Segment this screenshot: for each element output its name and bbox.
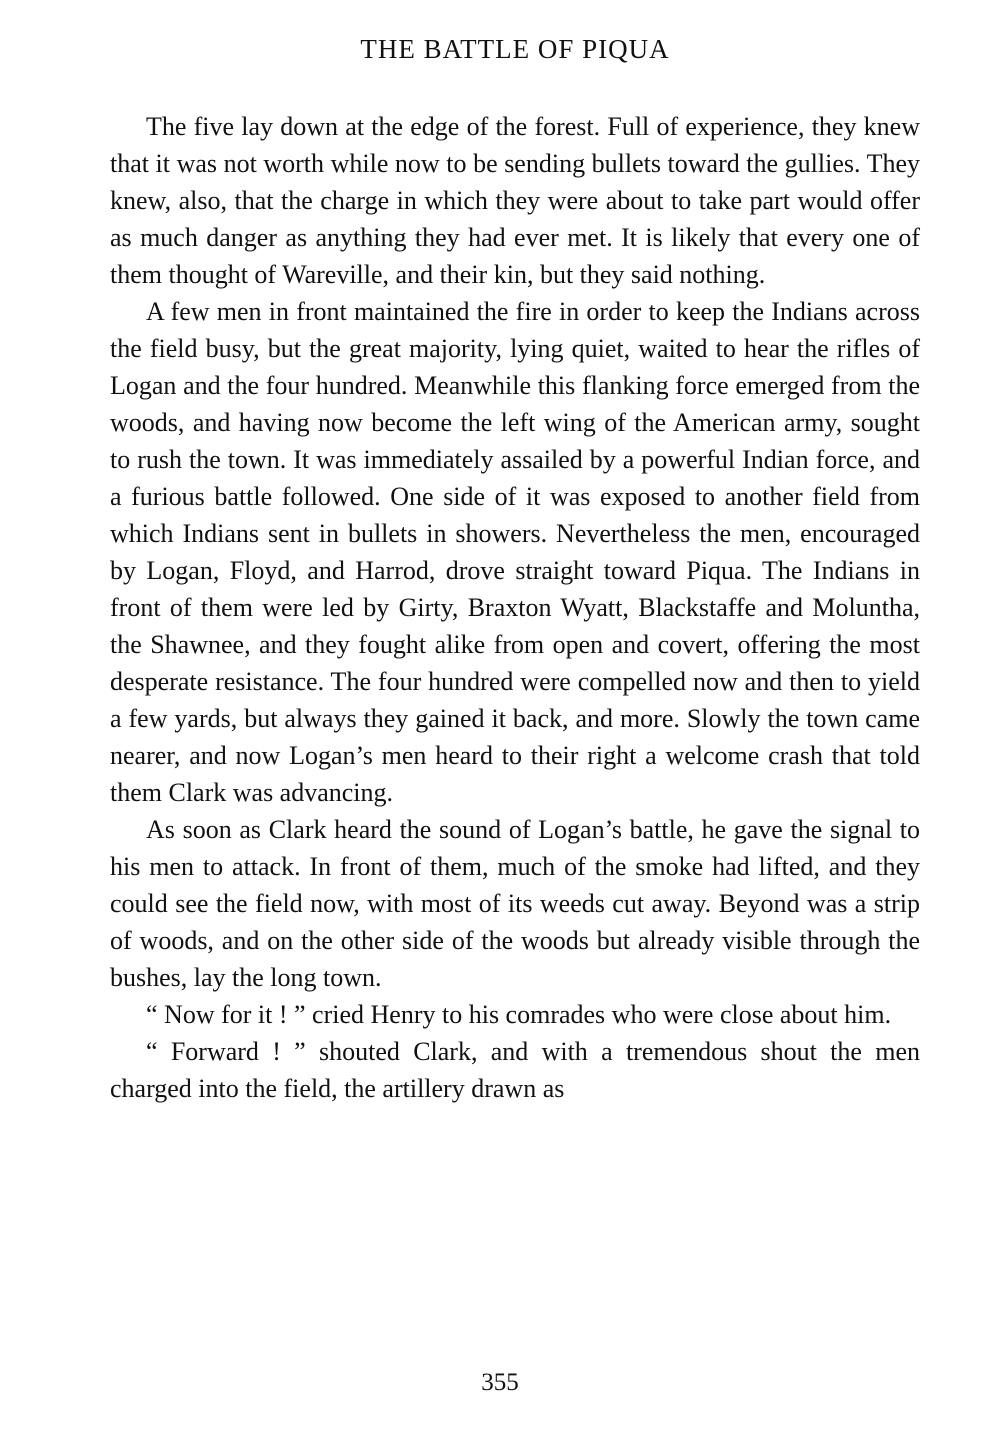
paragraph-5: “ Forward ! ” shouted Clark, and with a tremendous shout the men charged into the field, the artillery drawn as [110, 1037, 920, 1103]
book-page [110, 32, 920, 1422]
page-number: 355 [481, 1369, 519, 1396]
paragraph-3: As soon as Clark heard the sound of Logan’s battle, he gave the signal to his men to attack. In front of them, much of the smoke had lifted, and they could see the field now, with most of its weeds cut away. Beyond was a strip of woods, and on the other side of the woods but already visible through the bushes, lay the long town. [110, 815, 920, 992]
paragraph-2: A few men in front maintained the fire in order to keep the Indians across the field busy, but the great majority, lying quiet, waited to hear the rifles of Logan and the four hundred. Meanwhile this flanking force emerged from the woods, and having now become the left wing of the American army, sought to rush the town. It was immediately assailed by a powerful Indian force, and a furious battle followed. One side of it was exposed to another field from which Indians sent in bullets in showers. Nevertheless the men, encouraged by Logan, Floyd, and Harrod, drove straight toward Piqua. The Indians in front of them were led by Girty, Braxton Wyatt, Blackstaffe and Moluntha, the Shawnee, and they fought alike from open and covert, offering the most desperate resistance. The four hundred were compelled now and then to yield a few yards, but always they gained it back, and more. Slowly the town came nearer, and now Logan’s men heard to their right a welcome crash that told them Clark was advancing. [110, 297, 920, 807]
paragraph-4: “ Now for it ! ” cried Henry to his comrades who were close about him. [146, 1000, 892, 1029]
paragraph-1: The five lay down at the edge of the forest. Full of experience, they knew that it was not worth while now to be sending bullets toward the gullies. They knew, also, that the charge in which they were about to take part would offer as much danger as anything they had ever met. It is likely that every one of them thought of Wareville, and their kin, but they said nothing. [110, 112, 920, 289]
running-head: THE BATTLE OF PIQUA [360, 34, 670, 64]
